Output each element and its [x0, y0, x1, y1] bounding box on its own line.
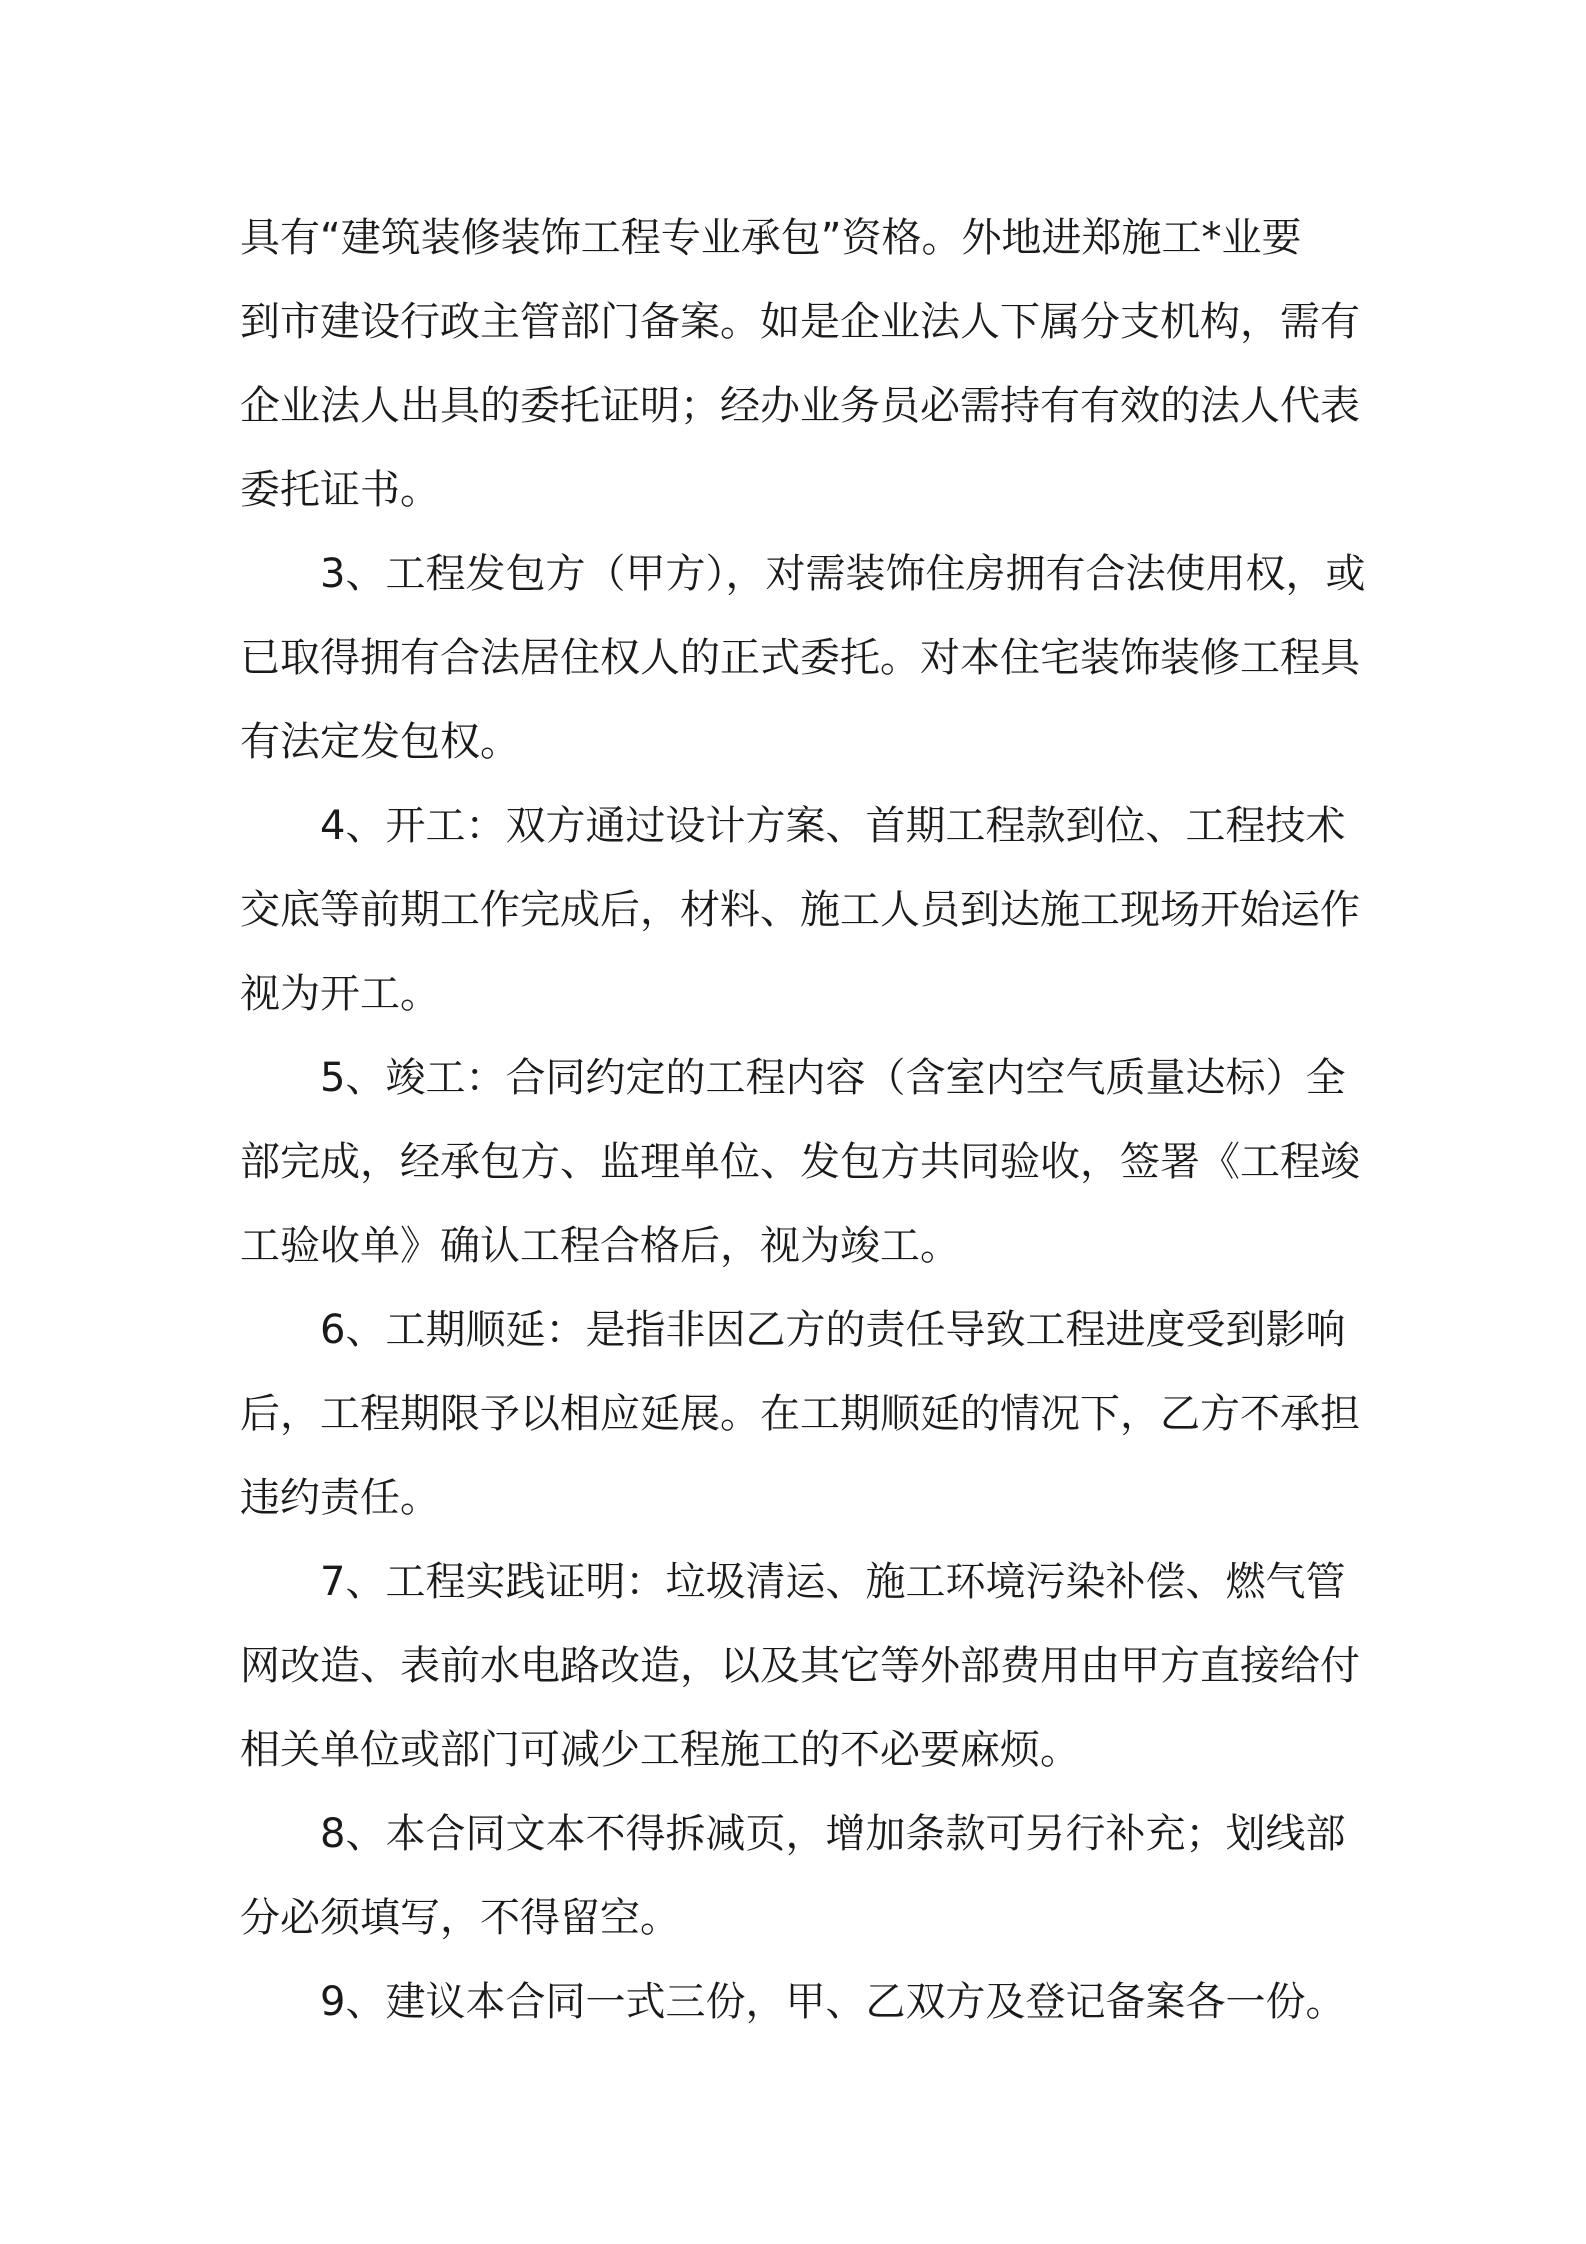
clause-5-line: 5、竣工：合同约定的工程内容（含室内空气质量达标）全 [320, 1055, 1346, 1101]
text-line: 部完成，经承包方、监理单位、发包方共同验收，签署《工程竣 [240, 1139, 1360, 1185]
text-line: 委托证书。 [240, 467, 440, 513]
text-line: 后，工程期限予以相应延展。在工期顺延的情况下，乙方不承担 [240, 1391, 1360, 1437]
text-line: 具有“建筑装修装饰工程专业承包”资格。外地进郑施工*业要 [240, 215, 1302, 261]
clause-3-line: 3、工程发包方（甲方），对需装饰住房拥有合法使用权，或 [320, 551, 1366, 597]
clause-7-line: 7、工程实践证明：垃圾清运、施工环境污染补偿、燃气管 [320, 1559, 1346, 1605]
text-line: 视为开工。 [240, 971, 440, 1017]
clause-8-line: 8、本合同文本不得拆减页，增加条款可另行补充；划线部 [320, 1811, 1346, 1857]
text-line: 工验收单》确认工程合格后，视为竣工。 [240, 1223, 960, 1269]
text-line: 违约责任。 [240, 1475, 440, 1521]
text-line: 已取得拥有合法居住权人的正式委托。对本住宅装饰装修工程具 [240, 635, 1360, 681]
text-line: 分必须填写，不得留空。 [240, 1895, 680, 1941]
text-line: 交底等前期工作完成后，材料、施工人员到达施工现场开始运作 [240, 887, 1360, 933]
clause-9-line: 9、建议本合同一式三份，甲、乙双方及登记备案各一份。 [320, 1979, 1346, 2025]
text-line: 网改造、表前水电路改造，以及其它等外部费用由甲方直接给付 [240, 1643, 1360, 1689]
text-line: 企业法人出具的委托证明；经办业务员必需持有有效的法人代表 [240, 383, 1360, 429]
text-line: 有法定发包权。 [240, 719, 520, 765]
document-body [240, 196, 1366, 2044]
clause-6-line: 6、工期顺延：是指非因乙方的责任导致工程进度受到影响 [320, 1307, 1346, 1353]
text-line: 相关单位或部门可减少工程施工的不必要麻烦。 [240, 1727, 1080, 1773]
text-line: 到市建设行政主管部门备案。如是企业法人下属分支机构，需有 [240, 299, 1360, 345]
clause-4-line: 4、开工：双方通过设计方案、首期工程款到位、工程技术 [320, 803, 1346, 849]
